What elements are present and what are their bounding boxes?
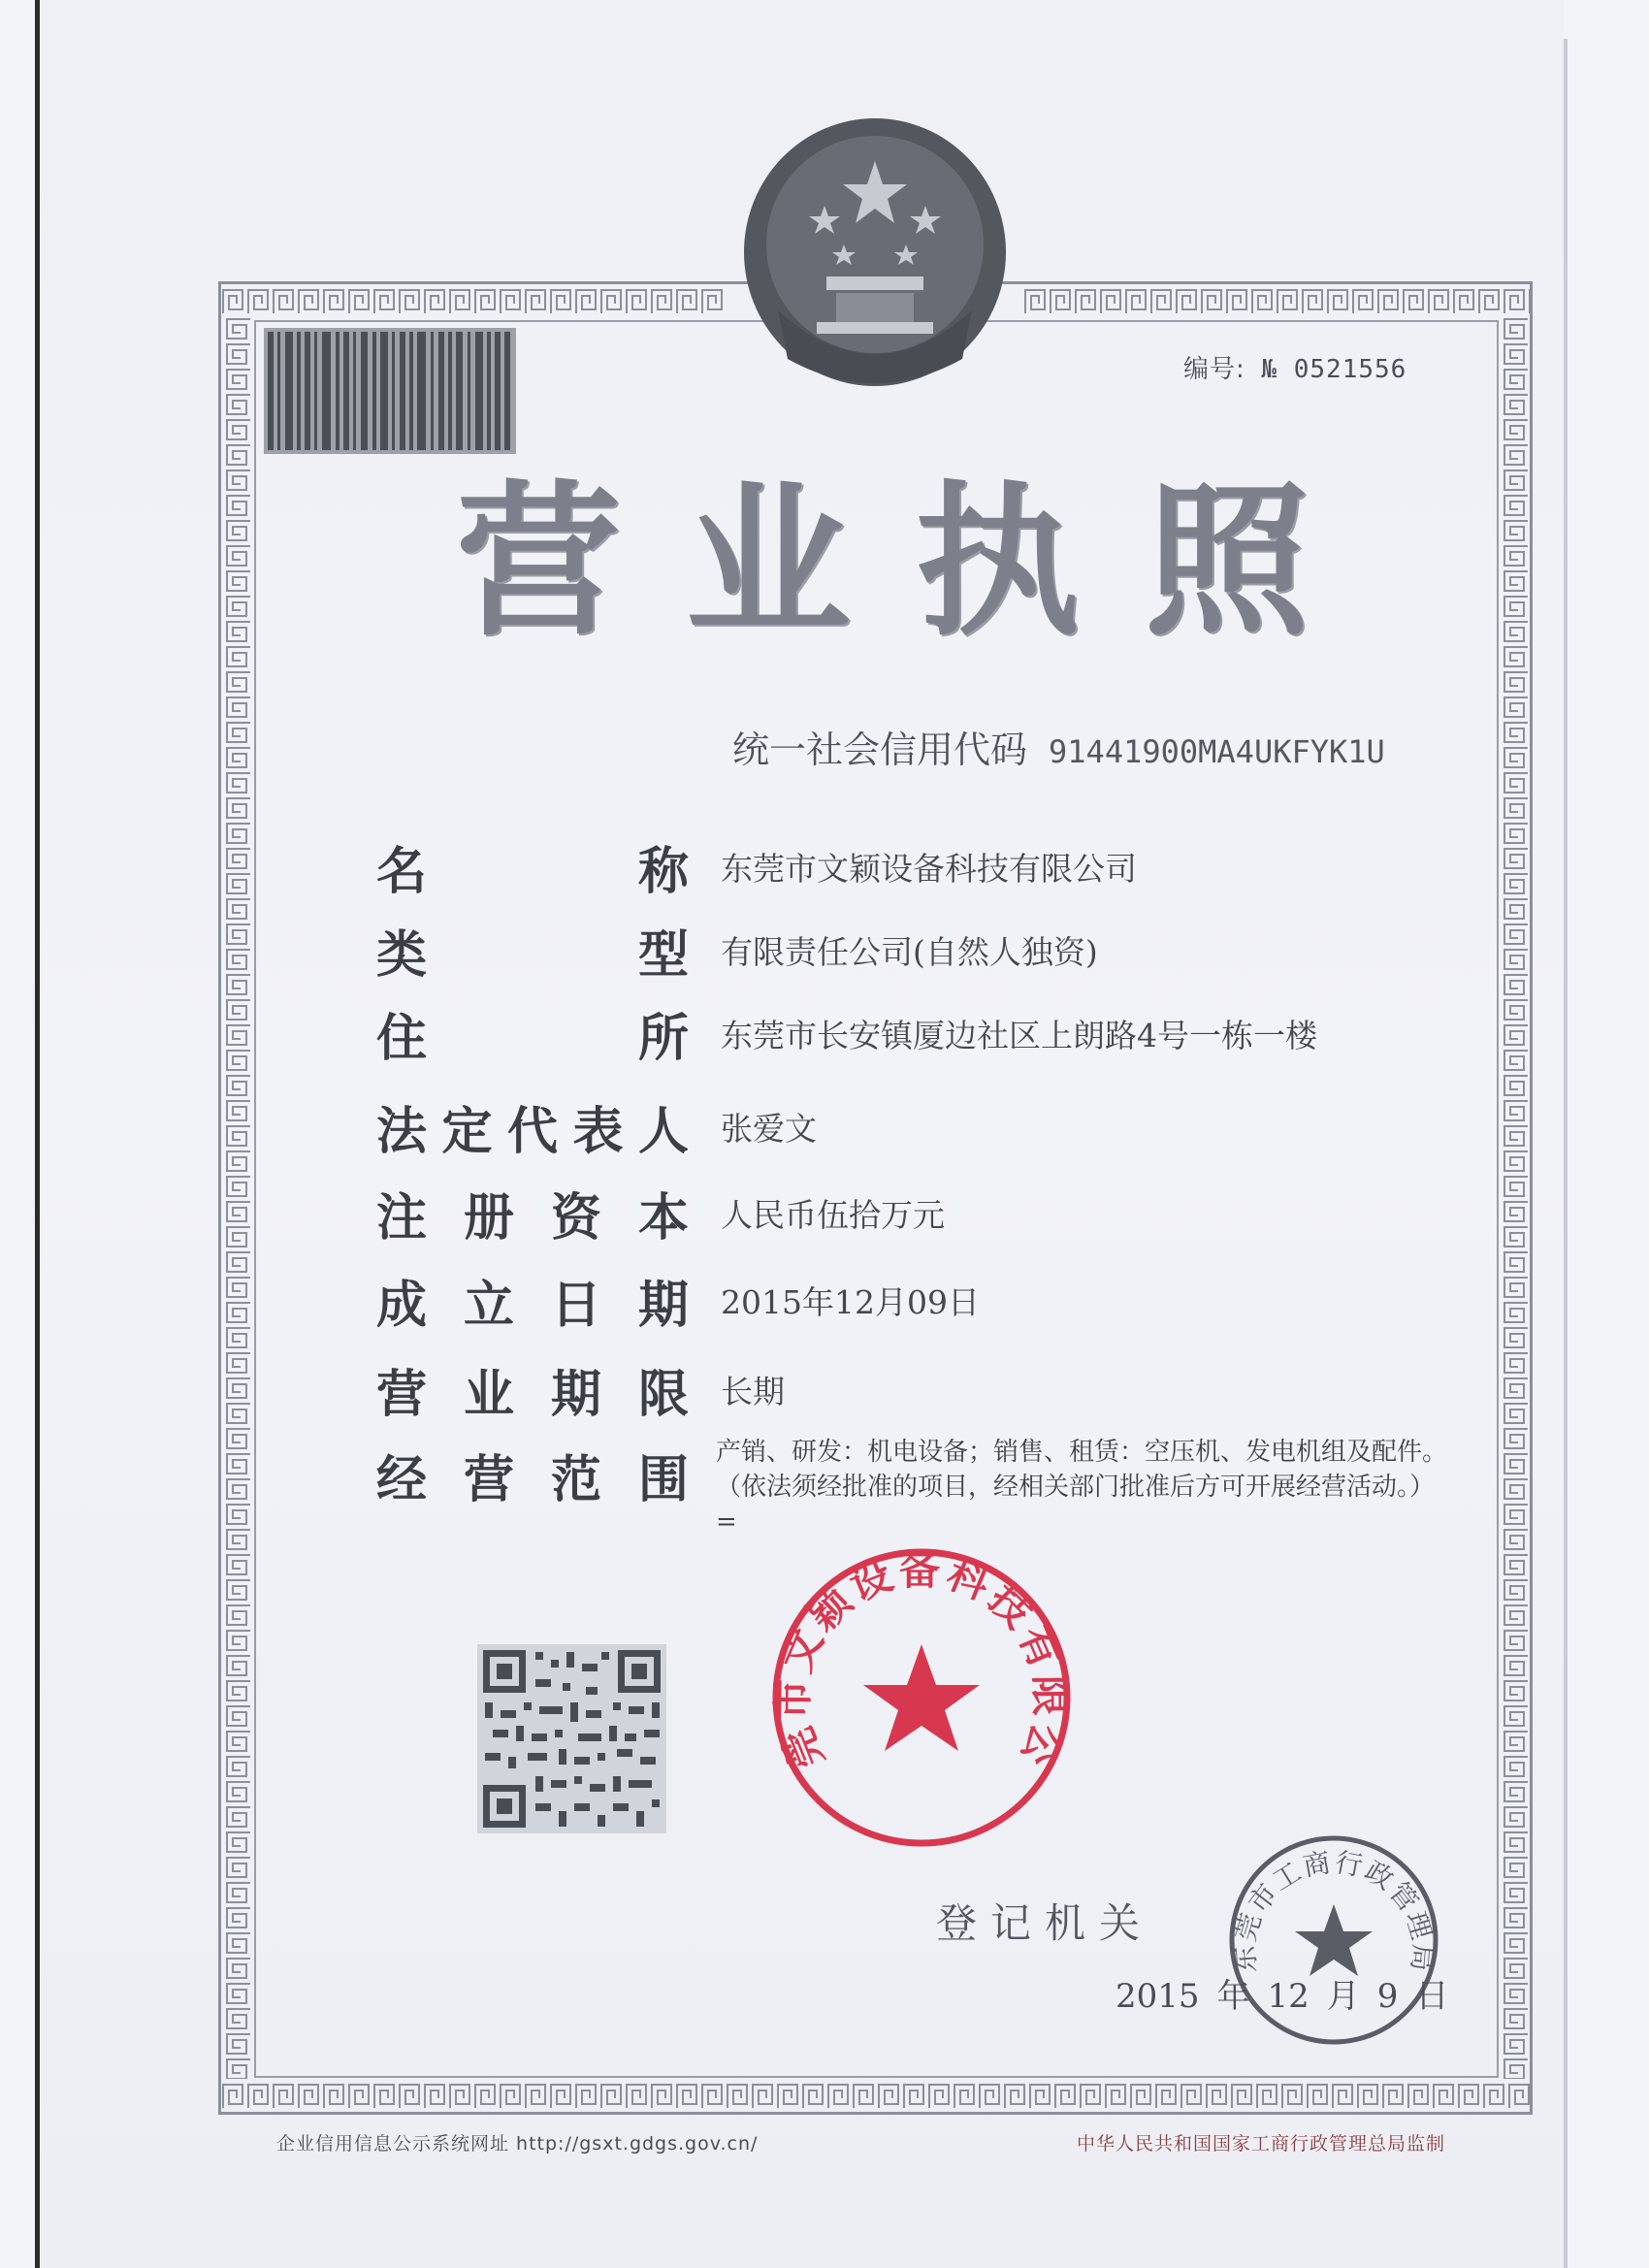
issue-month: 12 — [1267, 1977, 1310, 2016]
credit-code — [732, 720, 1385, 773]
field-name — [376, 832, 1502, 900]
label-char: 经 — [376, 1450, 428, 1509]
label-char: 资 — [550, 1188, 601, 1247]
field-registered-capital — [376, 1179, 1502, 1247]
label-char: 限 — [637, 1365, 689, 1424]
title-char: 照 — [1144, 467, 1310, 659]
field-business-scope — [376, 1438, 1502, 1537]
label-char: 表 — [572, 1102, 624, 1161]
national-emblem-icon — [739, 116, 1011, 398]
label-char: 业 — [463, 1365, 514, 1424]
title-char: 执 — [915, 467, 1081, 659]
label-char: 册 — [463, 1188, 514, 1247]
label-char: 范 — [550, 1450, 601, 1509]
field-label — [376, 916, 689, 984]
serial-label: 编号: — [1183, 355, 1245, 384]
issue-month-unit: 月 — [1326, 1977, 1360, 2016]
label-char: 人 — [637, 1102, 689, 1161]
field-value: 有限责任公司(自然人独资) — [721, 933, 1098, 971]
company-seal — [761, 1538, 1082, 1858]
field-type — [376, 916, 1502, 984]
label-char: 成 — [376, 1276, 428, 1335]
label-char: 日 — [550, 1276, 601, 1335]
qr-code-image — [477, 1644, 666, 1833]
label-char: 注 — [376, 1188, 428, 1247]
credit-code-label: 统一社会信用代码 — [732, 729, 1028, 771]
serial-value: № 0521556 — [1261, 355, 1407, 384]
label-char: 营 — [376, 1365, 428, 1424]
label-char: 住 — [376, 1009, 428, 1068]
scan-edge-left — [35, 0, 40, 2268]
serial-number — [1183, 349, 1406, 385]
document-title — [456, 466, 1310, 660]
footer-issuer-note: 中华人民共和国国家工商行政管理总局监制 — [1077, 2133, 1446, 2155]
label-char: 所 — [637, 1009, 689, 1068]
issue-date — [1116, 1969, 1466, 2017]
footer-website-note: 企业信用信息公示系统网址 http://gsxt.gdgs.gov.cn/ — [276, 2133, 759, 2155]
label-char: 类 — [376, 925, 428, 985]
label-char: 本 — [637, 1188, 689, 1247]
label-char: 期 — [550, 1365, 601, 1424]
issue-year-unit: 年 — [1216, 1977, 1250, 2016]
issue-day-unit: 日 — [1415, 1977, 1449, 2016]
registration-authority-label: 登记机关 — [936, 1899, 1154, 1947]
field-legal-representative — [376, 1092, 1502, 1160]
field-label — [376, 999, 689, 1067]
field-value: 张爱文 — [721, 1110, 817, 1148]
label-char: 法 — [376, 1102, 428, 1161]
field-label — [376, 1266, 689, 1334]
field-value: 东莞市长安镇厦边社区上朗路4号一栋一楼 — [721, 1017, 1317, 1054]
field-label — [376, 832, 689, 900]
scope-tail: = — [716, 1507, 737, 1537]
field-address — [376, 999, 1502, 1067]
label-char: 围 — [637, 1450, 689, 1509]
label-char: 型 — [637, 925, 689, 985]
label-char: 营 — [463, 1450, 514, 1509]
issue-year: 2015 — [1116, 1977, 1200, 2016]
business-scope-text — [716, 1435, 1472, 1539]
authority-seal-text: 东莞市工商行政管理局 — [1228, 1845, 1439, 1975]
label-char: 称 — [637, 842, 689, 901]
label-char: 定 — [441, 1102, 493, 1161]
label-char: 立 — [463, 1276, 514, 1335]
label-char: 名 — [376, 842, 428, 901]
label-char: 期 — [637, 1276, 689, 1335]
field-business-term — [376, 1355, 1502, 1423]
field-value: 2015年12月09日 — [721, 1283, 980, 1321]
scan-edge-right — [1564, 39, 1568, 2268]
barcode-image — [264, 328, 516, 454]
scope-line: （依法须经批准的项目，经相关部门批准后方可开展经营活动。） — [716, 1473, 1436, 1502]
field-established-date — [376, 1266, 1502, 1334]
scope-line: 产销、研发：机电设备；销售、租赁：空压机、发电机组及配件。 — [716, 1438, 1448, 1467]
field-value: 长期 — [721, 1373, 785, 1410]
label-char: 代 — [506, 1102, 558, 1161]
field-label — [376, 1092, 689, 1160]
field-label — [376, 1179, 689, 1247]
field-label — [376, 1355, 689, 1423]
credit-code-value: 91441900MA4UKFYK1U — [1049, 733, 1385, 770]
title-char: 营 — [456, 467, 622, 659]
field-value: 东莞市文颖设备科技有限公司 — [721, 850, 1137, 888]
title-char: 业 — [685, 467, 851, 659]
field-value: 人民币伍拾万元 — [721, 1196, 945, 1234]
company-seal-text: 莞市文颖设备科技有限公 — [768, 1546, 1075, 1776]
authority-seal — [1222, 1829, 1445, 2052]
issue-day: 9 — [1376, 1977, 1399, 2016]
field-label — [376, 1441, 689, 1508]
